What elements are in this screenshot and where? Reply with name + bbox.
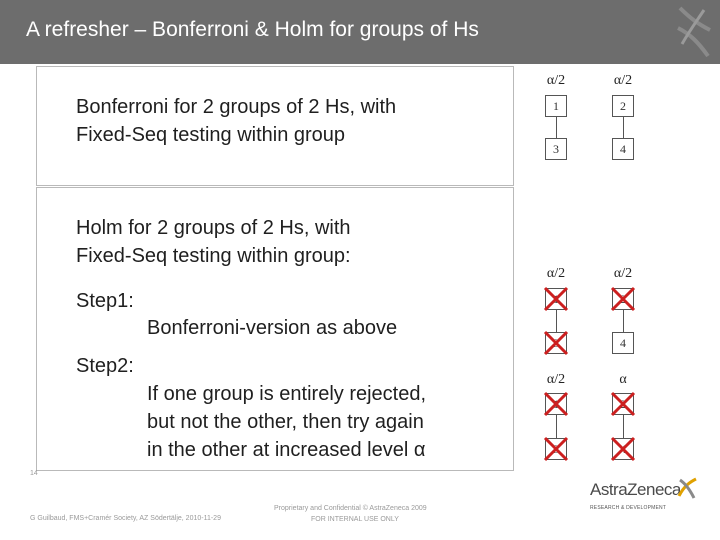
sequence-connector (556, 117, 557, 138)
hypothesis-node-1: 1 (545, 95, 567, 117)
slide-header (0, 0, 720, 64)
sequence-connector (556, 310, 557, 332)
step2-line-2: but not the other, then try again (147, 411, 424, 433)
rejected-cross-icon (610, 391, 636, 417)
alpha-label-right: α (619, 372, 627, 387)
footer-confidential: Proprietary and Confidential © AstraZeneca 2009 (274, 505, 427, 512)
sequence-connector (623, 415, 624, 438)
brand-symbol-icon (676, 476, 698, 500)
bonferroni-line-2: Fixed-Seq testing within group (76, 124, 346, 146)
sequence-connector (623, 117, 624, 138)
rejected-cross-icon (543, 330, 569, 356)
brand-wordmark: AstraZeneca (590, 480, 681, 499)
hypothesis-node-4: 4 (612, 332, 634, 354)
step2-line-3: in the other at increased level α (147, 439, 426, 461)
rejected-cross-icon (543, 391, 569, 417)
footer-author: G Guilbaud, FMS+Cramér Society, AZ Södertälje, 2010-11-29 (30, 515, 221, 522)
alpha-label-right: α/2 (613, 73, 633, 88)
rejected-cross-icon (543, 286, 569, 312)
step2-title: Step2: (76, 355, 134, 377)
rejected-cross-icon (610, 436, 636, 462)
sequence-connector (556, 415, 557, 438)
hypothesis-node-2: 2 (612, 95, 634, 117)
footer-internal: FOR INTERNAL USE ONLY (311, 516, 399, 523)
astrazeneca-logo-icon (668, 4, 718, 60)
alpha-label-left: α/2 (546, 372, 566, 387)
alpha-label-left: α/2 (546, 73, 566, 88)
sequence-connector (623, 310, 624, 332)
rejected-cross-icon (543, 436, 569, 462)
step1-title: Step1: (76, 290, 134, 312)
hypothesis-node-3: 3 (545, 138, 567, 160)
hypothesis-node-4: 4 (612, 138, 634, 160)
step1-text: Bonferroni-version as above (147, 317, 398, 339)
step2-line-1: If one group is entirely rejected, (147, 383, 427, 405)
alpha-label-right: α/2 (613, 266, 633, 281)
holm-line-2: Fixed-Seq testing within group: (76, 245, 351, 267)
brand-subtitle: RESEARCH & DEVELOPMENT (590, 505, 667, 511)
alpha-label-left: α/2 (546, 266, 566, 281)
holm-line-1: Holm for 2 groups of 2 Hs, with (76, 217, 351, 239)
rejected-cross-icon (610, 286, 636, 312)
page-number: 14 (30, 470, 38, 477)
slide-title: A refresher – Bonferroni & Holm for groups of Hs (26, 18, 479, 41)
bonferroni-line-1: Bonferroni for 2 groups of 2 Hs, with (76, 96, 397, 118)
